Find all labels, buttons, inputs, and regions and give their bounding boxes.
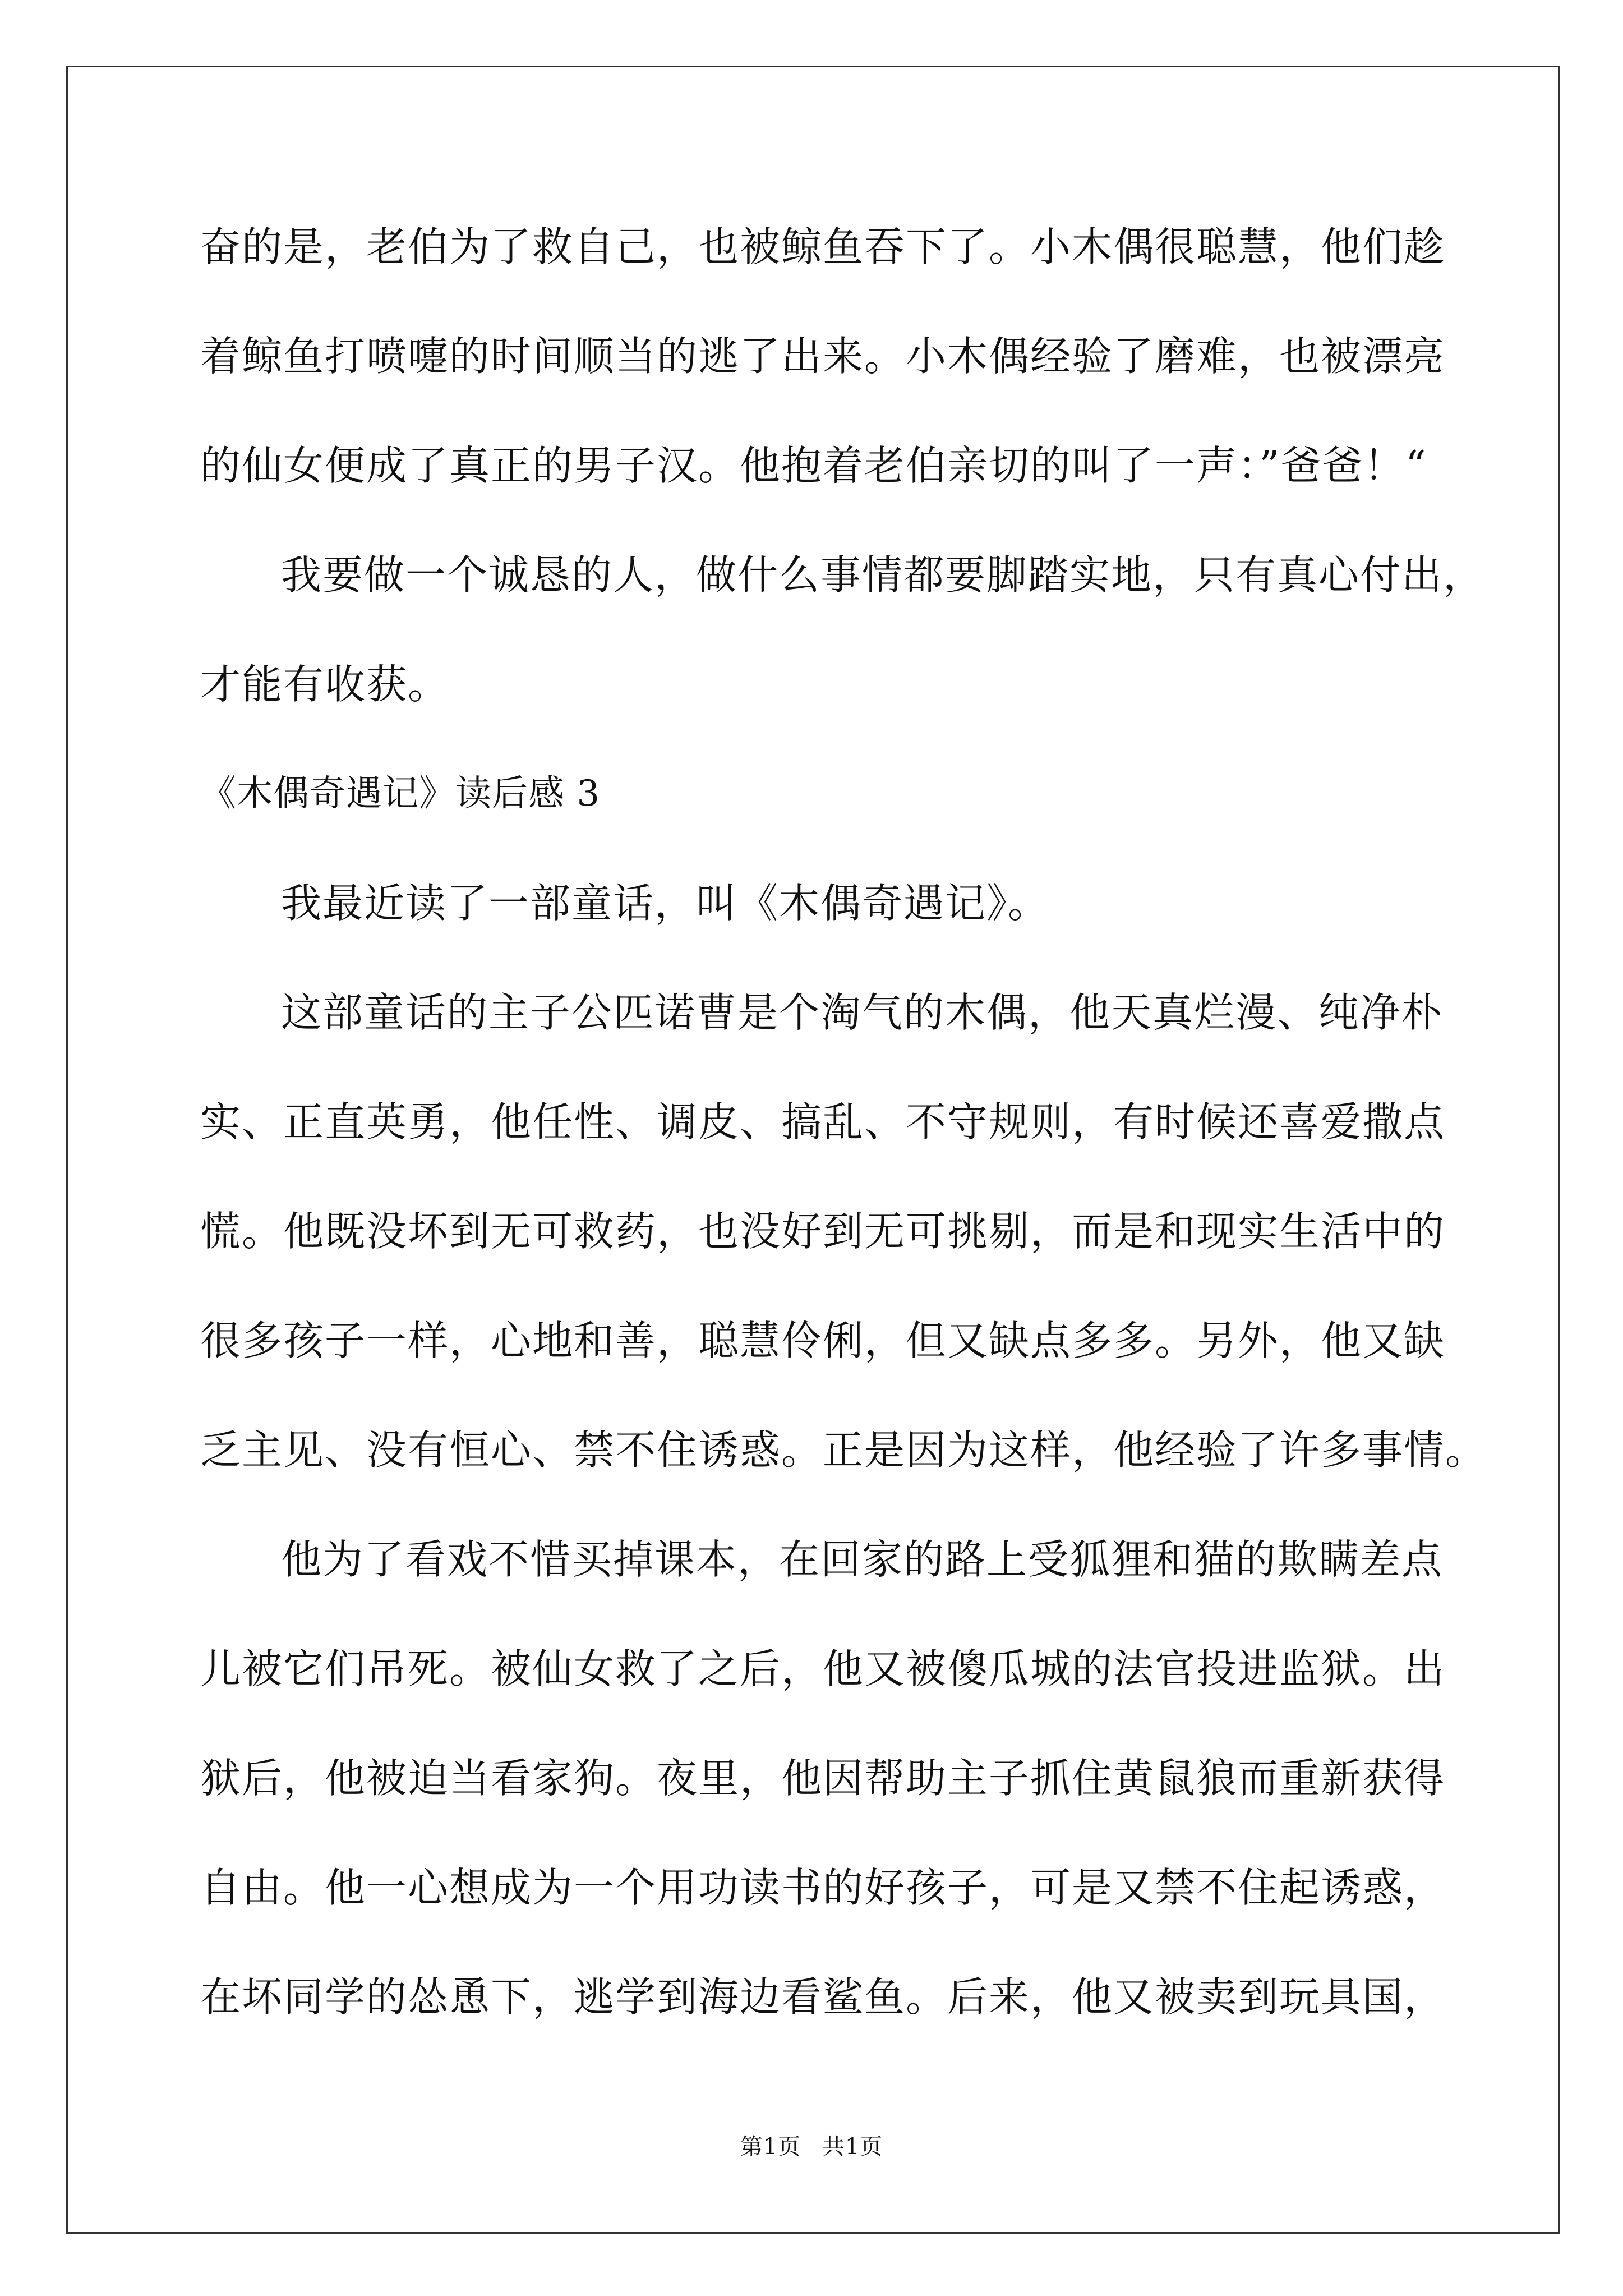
text-line: 在坏同学的怂恿下，逃学到海边看鲨鱼。后来，他又被卖到玩具国， bbox=[200, 1973, 1446, 2021]
text-line: 才能有收获。 bbox=[200, 661, 450, 708]
paragraph-line: 他为了看戏不惜买掉课本，在回家的路上受狐狸和猫的欺瞒差点 bbox=[281, 1536, 1444, 1583]
paragraph-line: 这部童话的主子公匹诺曹是个淘气的木偶，他天真烂漫、纯净朴 bbox=[281, 989, 1444, 1036]
text-line: 狱后，他被迫当看家狗。夜里，他因帮助主子抓住黄鼠狼而重新获得 bbox=[200, 1755, 1446, 1802]
paragraph-line: 我要做一个诚恳的人，做什么事情都要脚踏实地，只有真心付出， bbox=[281, 551, 1485, 599]
text-line: 的仙女便成了真正的男子汉。他抱着老伯亲切的叫了一声：”爸爸！“ bbox=[200, 442, 1427, 489]
text-line: 着鲸鱼打喷嚏的时间顺当的逃了出来。小木偶经验了磨难，也被漂亮 bbox=[200, 333, 1446, 380]
section-heading: 《木偶奇遇记》读后感 3 bbox=[200, 773, 601, 815]
paragraph-line: 我最近读了一部童话，叫《木偶奇遇记》。 bbox=[281, 880, 1050, 927]
page-total: 共1页 bbox=[822, 2134, 883, 2160]
text-line: 自由。他一心想成为一个用功读书的好孩子，可是又禁不住起诱惑， bbox=[200, 1864, 1446, 1911]
text-line: 奋的是，老伯为了救自己，也被鲸鱼吞下了。小木偶很聪慧，他们趁 bbox=[200, 223, 1446, 270]
text-line: 很多孩子一样，心地和善，聪慧伶俐，但又缺点多多。另外，他又缺 bbox=[200, 1317, 1446, 1364]
page-footer bbox=[0, 2129, 1623, 2161]
text-line: 乏主见、没有恒心、禁不住诱惑。正是因为这样，他经验了许多事情。 bbox=[200, 1427, 1487, 1474]
document-body bbox=[200, 213, 1487, 2073]
text-line: 慌。他既没坏到无可救药，也没好到无可挑剔，而是和现实生活中的 bbox=[200, 1208, 1446, 1255]
page-number: 第1页 bbox=[740, 2134, 801, 2160]
text-line: 实、正直英勇，他任性、调皮、搞乱、不守规则，有时候还喜爱撒点 bbox=[200, 1098, 1446, 1145]
text-line: 儿被它们吊死。被仙女救了之后，他又被傻瓜城的法官投进监狱。出 bbox=[200, 1645, 1446, 1692]
